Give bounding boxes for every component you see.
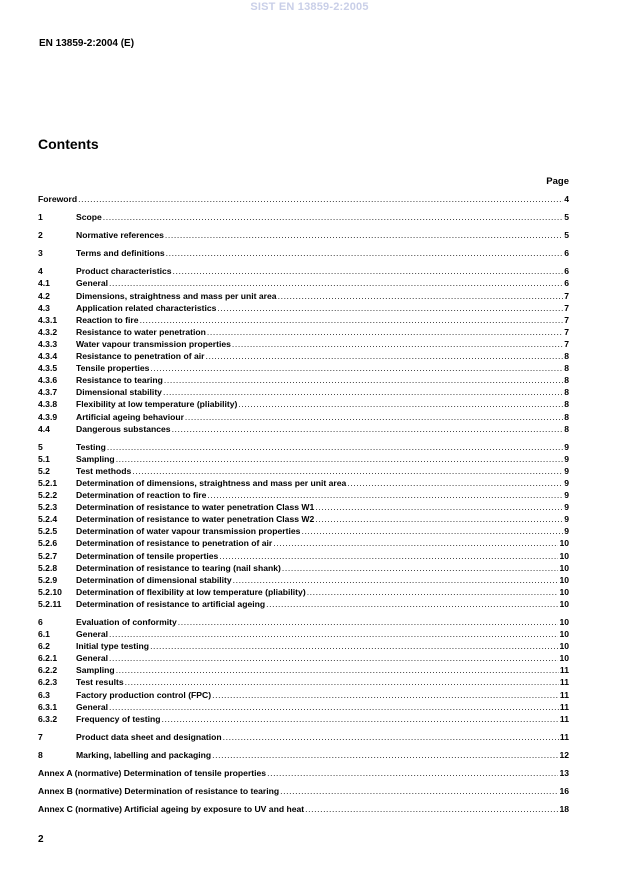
toc-entry-title: Application related characteristics: [76, 302, 217, 313]
dot-leader: [185, 411, 563, 423]
toc-entry[interactable]: [38, 193, 569, 205]
dot-leader: [301, 525, 563, 537]
toc-entry[interactable]: [38, 489, 569, 501]
dot-leader: [278, 290, 564, 302]
dot-leader: [347, 477, 563, 489]
toc-entry-number: 6.2.1: [38, 653, 58, 664]
dot-leader: [166, 247, 564, 259]
toc-entry-number: 2: [38, 230, 43, 241]
toc-entry[interactable]: [38, 362, 569, 374]
toc-entry[interactable]: [38, 314, 569, 326]
toc-entry-number: 4.2: [38, 290, 50, 301]
toc-entry-page: 11: [559, 677, 569, 688]
toc-entry-title: Determination of flexibility at low temperature (pliability): [76, 586, 306, 597]
toc-entry-number: 6: [38, 617, 43, 627]
dot-leader: [212, 749, 558, 761]
toc-entry-title: Determination of resistance to water penetration Class W1: [76, 502, 315, 513]
toc-entry-number: 5.2.4: [38, 514, 58, 525]
dot-leader: [150, 640, 558, 652]
toc-entry-number: 4.3.6: [38, 375, 58, 386]
toc-entry-page: 8: [564, 375, 569, 386]
toc-entry-page: 6: [564, 248, 569, 259]
toc-entry-number: 4.4: [38, 423, 50, 434]
page-number: 2: [38, 834, 44, 845]
toc-entry-number: 3: [38, 248, 43, 259]
toc-entry-number: 6.3.1: [38, 701, 58, 712]
toc-entry-title: Annex C (normative) Artificial ageing by exposure to UV and heat: [38, 804, 305, 815]
dot-leader: [109, 701, 559, 713]
toc-entry-number: 4.1: [38, 278, 50, 289]
toc-entry-page: 10: [559, 586, 569, 597]
toc-entry-title: Product characteristics: [76, 266, 172, 277]
toc-entry[interactable]: [38, 453, 569, 465]
toc-entry-number: 5.2.1: [38, 477, 58, 488]
dot-leader: [280, 785, 558, 797]
toc-entry-number: 5.2.5: [38, 526, 58, 537]
toc-entry[interactable]: [38, 785, 569, 797]
toc-entry-page: 10: [559, 641, 569, 652]
toc-entry-title: Determination of resistance to artificial ageing: [76, 598, 266, 609]
toc-entry-page: 8: [564, 387, 569, 398]
toc-entry[interactable]: [38, 423, 569, 435]
dot-leader: [178, 616, 559, 628]
toc-entry-page: 5: [564, 212, 569, 223]
toc-entry-number: 1: [38, 212, 43, 223]
toc-entry-number: 6.1: [38, 629, 50, 640]
toc-entry-number: 4.3: [38, 302, 50, 313]
toc-entry[interactable]: [38, 211, 569, 223]
dot-leader: [223, 731, 559, 743]
toc-entry-number: 5.2.8: [38, 562, 58, 573]
watermark: SIST EN 13859-2:2005: [250, 1, 369, 13]
table-of-contents: [38, 193, 569, 815]
dot-leader: [173, 265, 564, 277]
toc-entry[interactable]: [38, 628, 569, 640]
toc-entry-title: Factory production control (FPC): [76, 689, 212, 700]
toc-entry[interactable]: [38, 562, 569, 574]
toc-entry[interactable]: [38, 374, 569, 386]
toc-entry[interactable]: [38, 513, 569, 525]
dot-leader: [315, 501, 563, 513]
toc-entry-title: Evaluation of conformity: [76, 617, 177, 627]
toc-entry-number: 4.3.7: [38, 387, 58, 398]
dot-leader: [109, 652, 558, 664]
toc-entry-title: Dimensions, straightness and mass per unit area: [76, 290, 277, 301]
toc-entry[interactable]: [38, 640, 569, 652]
toc-entry-title: Marking, labelling and packaging: [76, 749, 212, 760]
toc-entry-page: 13: [559, 768, 569, 779]
dot-leader: [219, 550, 558, 562]
toc-entry-number: 5.2: [38, 465, 50, 476]
toc-entry[interactable]: [38, 441, 569, 453]
toc-entry-title: Artificial ageing behaviour: [76, 411, 184, 422]
toc-entry[interactable]: [38, 586, 569, 598]
toc-entry-title: Determination of tensile properties: [76, 550, 219, 561]
dot-leader: [307, 586, 559, 598]
toc-entry-title: General: [76, 653, 109, 664]
toc-entry-page: 6: [564, 266, 569, 277]
toc-entry-number: 8: [38, 749, 43, 760]
toc-entry-title: Flexibility at low temperature (pliability): [76, 399, 238, 410]
toc-entry-page: 8: [564, 399, 569, 410]
toc-entry-title: Resistance to tearing: [76, 375, 163, 386]
toc-entry-page: 7: [564, 314, 569, 325]
toc-entry-page: 16: [559, 786, 569, 797]
toc-entry-page: 7: [564, 326, 569, 337]
toc-entry[interactable]: [38, 350, 569, 362]
toc-entry-title: Determination of resistance to penetration of air: [76, 538, 273, 549]
toc-entry[interactable]: [38, 574, 569, 586]
toc-entry-page: 10: [559, 550, 569, 561]
toc-entry-title: Dangerous substances: [76, 423, 171, 434]
document-id: EN 13859-2:2004 (E): [39, 38, 135, 49]
dot-leader: [266, 598, 558, 610]
dot-leader: [164, 374, 563, 386]
toc-entry-number: 6.2: [38, 641, 50, 652]
toc-entry-page: 11: [559, 665, 569, 676]
dot-leader: [116, 664, 559, 676]
toc-entry-page: 8: [564, 423, 569, 434]
toc-entry-title: Frequency of testing: [76, 713, 161, 724]
dot-leader: [132, 465, 563, 477]
toc-entry-page: 8: [564, 411, 569, 422]
toc-entry-title: Dimensional stability: [76, 387, 162, 398]
toc-entry-page: 4: [564, 194, 569, 204]
toc-entry-title: Initial type testing: [76, 641, 150, 652]
toc-entry-page: 12: [559, 749, 569, 760]
toc-entry[interactable]: [38, 767, 569, 779]
toc-entry-title: General: [76, 629, 109, 640]
dot-leader: [109, 628, 558, 640]
toc-entry-title: Foreword: [38, 194, 78, 204]
toc-entry[interactable]: [38, 302, 569, 314]
toc-entry-page: 11: [559, 713, 569, 724]
toc-entry-page: 9: [564, 465, 569, 476]
dot-leader: [273, 537, 558, 549]
dot-leader: [267, 767, 558, 779]
dot-leader: [305, 803, 558, 815]
toc-entry-number: 7: [38, 731, 43, 742]
toc-entry[interactable]: [38, 411, 569, 423]
toc-entry[interactable]: [38, 749, 569, 761]
dot-leader: [103, 211, 563, 223]
toc-entry-page: 10: [559, 538, 569, 549]
toc-entry[interactable]: [38, 277, 569, 289]
toc-entry-title: General: [76, 701, 109, 712]
toc-entry-number: 4.3.4: [38, 351, 58, 362]
toc-entry-title: Annex A (normative) Determination of tensile properties: [38, 768, 267, 779]
toc-entry-title: General: [76, 278, 109, 289]
toc-entry[interactable]: [38, 652, 569, 664]
toc-entry-title: Water vapour transmission properties: [76, 338, 231, 349]
toc-entry[interactable]: [38, 616, 569, 628]
toc-entry-page: 10: [559, 617, 569, 627]
toc-entry-page: 10: [559, 598, 569, 609]
dot-leader: [78, 193, 563, 205]
toc-entry-number: 5.2.6: [38, 538, 58, 549]
toc-entry-title: Test methods: [76, 465, 132, 476]
dot-leader: [238, 398, 563, 410]
page-title: Contents: [38, 136, 99, 152]
toc-entry[interactable]: [38, 598, 569, 610]
toc-entry-title: Reaction to fire: [76, 314, 139, 325]
toc-entry-title: Scope: [76, 212, 102, 223]
toc-entry-page: 9: [564, 502, 569, 513]
toc-entry-page: 8: [564, 363, 569, 374]
toc-entry-number: 5.2.2: [38, 490, 58, 501]
toc-entry-number: 5.2.10: [38, 586, 62, 597]
dot-leader: [212, 689, 559, 701]
toc-entry-number: 6.3.2: [38, 713, 58, 724]
toc-entry[interactable]: [38, 701, 569, 713]
toc-entry-title: Determination of resistance to water penetration Class W2: [76, 514, 315, 525]
toc-entry[interactable]: [38, 731, 569, 743]
toc-entry-page: 7: [564, 338, 569, 349]
toc-entry-number: 4.3.3: [38, 338, 58, 349]
dot-leader: [107, 441, 563, 453]
toc-entry[interactable]: [38, 477, 569, 489]
toc-entry-page: 10: [559, 562, 569, 573]
toc-entry-title: Tensile properties: [76, 363, 150, 374]
toc-entry[interactable]: [38, 229, 569, 241]
toc-entry[interactable]: [38, 465, 569, 477]
toc-entry-number: 4.3.8: [38, 399, 58, 410]
toc-entry-page: 8: [564, 351, 569, 362]
toc-entry[interactable]: [38, 386, 569, 398]
toc-entry-page: 7: [564, 290, 569, 301]
toc-entry-title: Determination of resistance to tearing (nail shank): [76, 562, 281, 573]
toc-entry[interactable]: [38, 689, 569, 701]
dot-leader: [205, 350, 563, 362]
toc-entry-title: Normative references: [76, 230, 164, 241]
dot-leader: [140, 314, 564, 326]
toc-entry[interactable]: [38, 247, 569, 259]
toc-entry-number: 5.2.3: [38, 502, 58, 513]
toc-entry-number: 4.3.2: [38, 326, 58, 337]
dot-leader: [172, 423, 564, 435]
toc-entry-page: 7: [564, 302, 569, 313]
toc-entry[interactable]: [38, 537, 569, 549]
toc-entry-page: 5: [564, 230, 569, 241]
dot-leader: [150, 362, 563, 374]
dot-leader: [233, 574, 559, 586]
toc-entry-title: Product data sheet and designation: [76, 731, 222, 742]
toc-entry[interactable]: [38, 664, 569, 676]
dot-leader: [282, 562, 559, 574]
toc-entry[interactable]: [38, 326, 569, 338]
toc-entry[interactable]: [38, 803, 569, 815]
dot-leader: [116, 453, 564, 465]
dot-leader: [315, 513, 563, 525]
toc-entry-number: 6.3: [38, 689, 50, 700]
toc-entry-number: 5.2.7: [38, 550, 58, 561]
toc-entry-title: Testing: [76, 441, 106, 452]
toc-entry-page: 11: [559, 701, 569, 712]
toc-entry-number: 6.2.3: [38, 677, 58, 688]
toc-entry[interactable]: [38, 290, 569, 302]
toc-entry-title: Sampling: [76, 453, 115, 464]
toc-entry-page: 9: [564, 441, 569, 452]
toc-entry-page: 9: [564, 526, 569, 537]
dot-leader: [207, 489, 563, 501]
toc-entry-number: 6.2.2: [38, 665, 58, 676]
toc-entry-title: Sampling: [76, 665, 115, 676]
toc-entry-number: 4.3.5: [38, 363, 58, 374]
toc-entry-title: Determination of dimensions, straightness and mass per unit area: [76, 477, 347, 488]
toc-entry-number: 4: [38, 266, 43, 277]
toc-entry-page: 10: [559, 574, 569, 585]
toc-entry-page: 10: [559, 629, 569, 640]
dot-leader: [109, 277, 563, 289]
dot-leader: [217, 302, 563, 314]
toc-entry-title: Test results: [76, 677, 124, 688]
dot-leader: [207, 326, 563, 338]
toc-entry-title: Terms and definitions: [76, 248, 165, 259]
toc-entry[interactable]: [38, 713, 569, 725]
dot-leader: [125, 676, 559, 688]
toc-entry-page: 9: [564, 490, 569, 501]
toc-entry-title: Annex B (normative) Determination of resistance to tearing: [38, 786, 280, 797]
toc-entry[interactable]: [38, 398, 569, 410]
dot-leader: [232, 338, 563, 350]
toc-entry[interactable]: [38, 501, 569, 513]
toc-entry-page: 6: [564, 278, 569, 289]
dot-leader: [163, 386, 563, 398]
toc-entry-number: 5.2.11: [38, 598, 62, 609]
toc-entry-title: Resistance to water penetration: [76, 326, 206, 337]
toc-entry-page: 9: [564, 453, 569, 464]
toc-entry-number: 5.2.9: [38, 574, 58, 585]
toc-entry-page: 11: [559, 731, 569, 742]
page-column-label: Page: [546, 176, 569, 187]
toc-entry[interactable]: [38, 550, 569, 562]
toc-entry-number: 4.3.9: [38, 411, 58, 422]
toc-entry-number: 4.3.1: [38, 314, 58, 325]
toc-entry-title: Determination of dimensional stability: [76, 574, 232, 585]
toc-entry-title: Determination of reaction to fire: [76, 490, 207, 501]
dot-leader: [165, 229, 563, 241]
toc-entry-page: 11: [559, 689, 569, 700]
toc-entry[interactable]: [38, 265, 569, 277]
toc-entry-page: 10: [559, 653, 569, 664]
toc-entry-title: Resistance to penetration of air: [76, 351, 205, 362]
toc-entry[interactable]: [38, 525, 569, 537]
toc-entry-page: 18: [559, 804, 569, 815]
toc-entry-title: Determination of water vapour transmission properties: [76, 526, 301, 537]
toc-entry-number: 5.1: [38, 453, 50, 464]
toc-entry-number: 5: [38, 441, 43, 452]
toc-entry[interactable]: [38, 676, 569, 688]
toc-entry-page: 9: [564, 514, 569, 525]
toc-entry-page: 9: [564, 477, 569, 488]
toc-entry[interactable]: [38, 338, 569, 350]
dot-leader: [162, 713, 559, 725]
